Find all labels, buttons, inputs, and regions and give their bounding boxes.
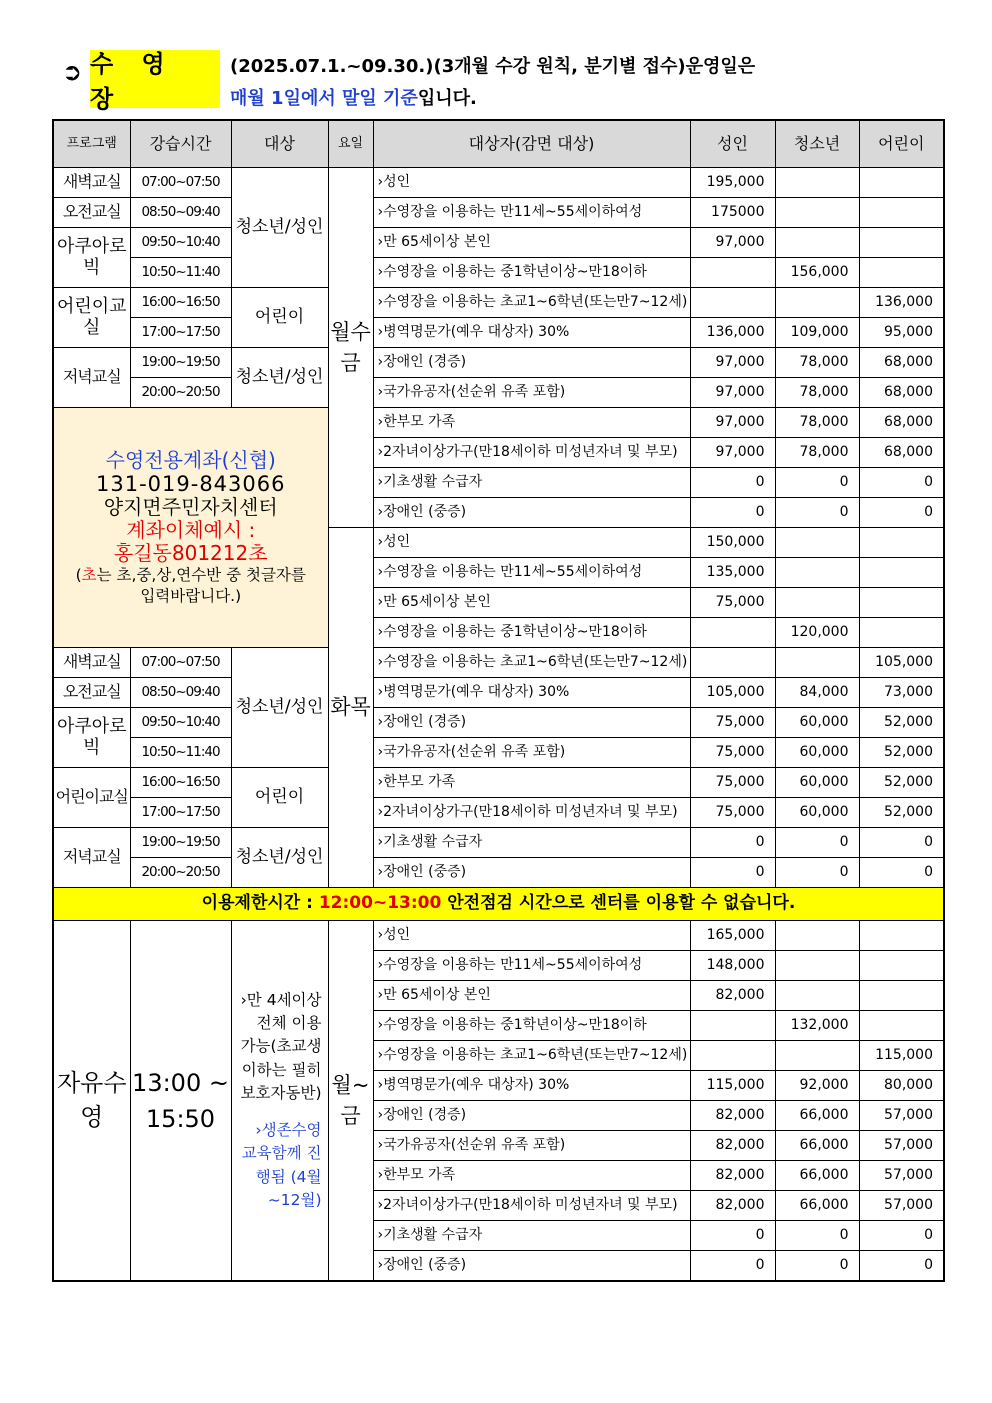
fee-youth: 109,000: [775, 318, 859, 348]
fee-label: ›만 65세이상 본인: [373, 981, 690, 1011]
fee-adult: 175000: [690, 198, 775, 228]
fee-child: 0: [859, 1251, 944, 1282]
fee-adult: 148,000: [690, 951, 775, 981]
account-bank: 수영전용계좌(신협): [105, 447, 276, 472]
class-days: 월수금: [328, 168, 373, 528]
header-eligibility: 대상자(감면 대상): [373, 120, 690, 168]
fee-label: ›2자녀이상가구(만18세이하 미성년자녀 및 부모): [373, 438, 690, 468]
fee-child: 57,000: [859, 1161, 944, 1191]
fee-child: 115,000: [859, 1041, 944, 1071]
transfer-guide-2: 입력바랍니다.): [140, 586, 242, 605]
fee-label: ›장애인 (중증): [373, 1251, 690, 1282]
fee-label: ›기초생활 수급자: [373, 468, 690, 498]
fee-label: ›수영장을 이용하는 초교1~6학년(또는만7~12세): [373, 648, 690, 678]
fee-adult: 75,000: [690, 738, 775, 768]
fee-child: 0: [859, 828, 944, 858]
fee-label: ›만 65세이상 본인: [373, 228, 690, 258]
class-time: 09:50~10:40: [130, 228, 231, 258]
fee-youth: 0: [775, 1251, 859, 1282]
fee-adult: 75,000: [690, 768, 775, 798]
fee-youth: 60,000: [775, 798, 859, 828]
fee-label: ›국가유공자(선순위 유족 포함): [373, 1131, 690, 1161]
table-row: [53, 168, 944, 198]
fee-adult: 97,000: [690, 408, 775, 438]
fee-child: [859, 168, 944, 198]
period-suffix: 입니다.: [417, 88, 477, 109]
class-time: 07:00~07:50: [130, 168, 231, 198]
fee-label: ›수영장을 이용하는 초교1~6학년(또는만7~12세): [373, 288, 690, 318]
program-name: 새벽교실: [53, 648, 130, 678]
fee-label: ›한부모 가족: [373, 1161, 690, 1191]
class-target: 청소년/성인: [231, 828, 328, 888]
fee-adult: 82,000: [690, 1161, 775, 1191]
fee-label: ›장애인 (중증): [373, 858, 690, 888]
program-name: 아쿠아로빅: [53, 228, 130, 288]
fee-youth: [775, 588, 859, 618]
free-swim-program: 자유수영: [53, 921, 130, 1282]
free-swim-target: [231, 921, 328, 1282]
free-swim-days: 월~금: [328, 921, 373, 1282]
fee-child: 95,000: [859, 318, 944, 348]
fee-label: ›국가유공자(선순위 유족 포함): [373, 738, 690, 768]
account-number: 131-019-843066: [96, 471, 286, 496]
fee-adult: [690, 648, 775, 678]
table-row: [53, 708, 944, 738]
table-row: [53, 738, 944, 768]
class-time: 16:00~16:50: [130, 288, 231, 318]
survival-swim-note: ›생존수영 교육함께 진행됨 (4월~12월): [241, 1121, 322, 1209]
table-header-row: [53, 120, 944, 168]
class-target: 어린이: [231, 768, 328, 828]
fee-label: ›2자녀이상가구(만18세이하 미성년자녀 및 부모): [373, 1191, 690, 1221]
fee-youth: [775, 198, 859, 228]
fee-child: 136,000: [859, 288, 944, 318]
fee-adult: 115,000: [690, 1071, 775, 1101]
header-program: 프로그램: [53, 120, 130, 168]
fee-adult: 0: [690, 1251, 775, 1282]
fee-adult: 75,000: [690, 798, 775, 828]
fee-child: [859, 1011, 944, 1041]
fee-adult: 150,000: [690, 528, 775, 558]
table-row: [53, 318, 944, 348]
class-time: 19:00~19:50: [130, 348, 231, 378]
class-time: 17:00~17:50: [130, 318, 231, 348]
fee-label: ›수영장을 이용하는 만11세~55세이하여성: [373, 951, 690, 981]
fee-youth: [775, 921, 859, 951]
fee-child: 0: [859, 498, 944, 528]
program-name: 새벽교실: [53, 168, 130, 198]
restriction-row: [53, 888, 944, 921]
fee-adult: 135,000: [690, 558, 775, 588]
restriction-time: 12:00~13:00: [318, 893, 442, 914]
fee-youth: [775, 648, 859, 678]
fee-child: 0: [859, 468, 944, 498]
fee-youth: 0: [775, 828, 859, 858]
fee-youth: 78,000: [775, 438, 859, 468]
table-row: [53, 648, 944, 678]
fee-label: ›장애인 (중증): [373, 498, 690, 528]
class-target: 청소년/성인: [231, 168, 328, 288]
table-row: [53, 921, 944, 951]
fee-youth: [775, 981, 859, 1011]
fee-child: 57,000: [859, 1191, 944, 1221]
program-name: 저녁교실: [53, 348, 130, 408]
table-row: [53, 828, 944, 858]
fee-youth: 60,000: [775, 738, 859, 768]
fee-label: ›기초생활 수급자: [373, 828, 690, 858]
fee-adult: 165,000: [690, 921, 775, 951]
fee-child: 68,000: [859, 438, 944, 468]
table-row: [53, 408, 944, 438]
program-name: 오전교실: [53, 678, 130, 708]
fee-child: 57,000: [859, 1101, 944, 1131]
fee-youth: [775, 228, 859, 258]
header-child: 어린이: [859, 120, 944, 168]
fee-youth: 84,000: [775, 678, 859, 708]
table-row: [53, 258, 944, 288]
table-row: [53, 288, 944, 318]
fee-adult: [690, 1011, 775, 1041]
fee-child: 0: [859, 858, 944, 888]
table-row: [53, 228, 944, 258]
fee-child: 68,000: [859, 408, 944, 438]
period-notice: (2025.07.1.~09.30.)(3개월 수강 원칙, 분기별 접수)운영일은: [230, 56, 756, 77]
period-basis: 매월 1일에서 말일 기준: [230, 88, 418, 109]
fee-adult: 0: [690, 1221, 775, 1251]
fee-label: ›성인: [373, 168, 690, 198]
fee-child: 57,000: [859, 1131, 944, 1161]
fee-child: 52,000: [859, 708, 944, 738]
class-time: 09:50~10:40: [130, 708, 231, 738]
fee-adult: 105,000: [690, 678, 775, 708]
fee-child: [859, 981, 944, 1011]
transfer-guide: (초는 초,중,상,연수반 중 첫글자를: [75, 565, 306, 584]
class-time: 10:50~11:40: [130, 258, 231, 288]
fee-child: [859, 528, 944, 558]
class-time: 19:00~19:50: [130, 828, 231, 858]
fee-label: ›수영장을 이용하는 만11세~55세이하여성: [373, 558, 690, 588]
fee-youth: 66,000: [775, 1101, 859, 1131]
fee-adult: [690, 1041, 775, 1071]
fee-child: [859, 588, 944, 618]
class-time: 08:50~09:40: [130, 198, 231, 228]
fee-adult: 75,000: [690, 708, 775, 738]
fee-child: 68,000: [859, 378, 944, 408]
fee-label: ›수영장을 이용하는 초교1~6학년(또는만7~12세): [373, 1041, 690, 1071]
program-name: 어린이교실: [53, 288, 130, 348]
header-time: 강습시간: [130, 120, 231, 168]
fee-adult: 136,000: [690, 318, 775, 348]
table-row: [53, 678, 944, 708]
fee-label: ›장애인 (경증): [373, 348, 690, 378]
fee-adult: 0: [690, 468, 775, 498]
bank-account-notice: [53, 408, 328, 648]
program-name: 오전교실: [53, 198, 130, 228]
fee-child: [859, 558, 944, 588]
fee-label: ›장애인 (경증): [373, 1101, 690, 1131]
fee-adult: [690, 618, 775, 648]
fee-child: 80,000: [859, 1071, 944, 1101]
header-youth: 청소년: [775, 120, 859, 168]
fee-adult: 82,000: [690, 1101, 775, 1131]
fee-adult: 75,000: [690, 588, 775, 618]
fee-label: ›수영장을 이용하는 중1학년이상~만18이하: [373, 618, 690, 648]
fee-youth: [775, 558, 859, 588]
fee-label: ›병역명문가(예우 대상자) 30%: [373, 1071, 690, 1101]
fee-child: 52,000: [859, 738, 944, 768]
fee-adult: 97,000: [690, 228, 775, 258]
fee-youth: [775, 288, 859, 318]
class-target: 어린이: [231, 288, 328, 348]
table-row: [53, 348, 944, 378]
class-time: 20:00~20:50: [130, 858, 231, 888]
class-time: 08:50~09:40: [130, 678, 231, 708]
table-row: [53, 768, 944, 798]
fee-adult: [690, 258, 775, 288]
fee-youth: 156,000: [775, 258, 859, 288]
free-swim-eligibility: ›만 4세이상 전체 이용 가능(초교생 이하는 필히 보호자동반): [240, 990, 322, 1102]
fee-child: 0: [859, 1221, 944, 1251]
fee-label: ›한부모 가족: [373, 768, 690, 798]
fee-youth: 78,000: [775, 348, 859, 378]
restriction-notice: 이용제한시간 : 12:00~13:00 안전점검 시간으로 센터를 이용할 수 없습니다.: [53, 888, 944, 921]
program-name: 저녁교실: [53, 828, 130, 888]
program-name: 아쿠아로빅: [53, 708, 130, 768]
fee-adult: 82,000: [690, 1191, 775, 1221]
fee-child: [859, 921, 944, 951]
fee-label: ›수영장을 이용하는 중1학년이상~만18이하: [373, 258, 690, 288]
fee-youth: 132,000: [775, 1011, 859, 1041]
fee-adult: 0: [690, 498, 775, 528]
table-row: [53, 798, 944, 828]
fee-youth: 120,000: [775, 618, 859, 648]
fee-youth: [775, 951, 859, 981]
fee-youth: 66,000: [775, 1131, 859, 1161]
fee-adult: 82,000: [690, 1131, 775, 1161]
fee-adult: 97,000: [690, 348, 775, 378]
class-target: 청소년/성인: [231, 348, 328, 408]
fee-label: ›수영장을 이용하는 중1학년이상~만18이하: [373, 1011, 690, 1041]
class-days: 화목: [328, 528, 373, 888]
fee-adult: 0: [690, 858, 775, 888]
fee-youth: 78,000: [775, 408, 859, 438]
header-adult: 성인: [690, 120, 775, 168]
fee-youth: [775, 1041, 859, 1071]
fee-label: ›성인: [373, 921, 690, 951]
fee-youth: 78,000: [775, 378, 859, 408]
fee-child: [859, 618, 944, 648]
table-row: [53, 378, 944, 408]
class-target: 청소년/성인: [231, 648, 328, 768]
table-row: [53, 858, 944, 888]
fee-youth: 0: [775, 858, 859, 888]
header-target: 대상: [231, 120, 328, 168]
fee-child: [859, 198, 944, 228]
class-time: 07:00~07:50: [130, 648, 231, 678]
arrow-icon: ➲: [62, 58, 83, 86]
fee-youth: 0: [775, 498, 859, 528]
header-day: 요일: [328, 120, 373, 168]
fee-adult: 0: [690, 828, 775, 858]
fee-youth: [775, 168, 859, 198]
fee-child: [859, 228, 944, 258]
fee-child: 52,000: [859, 768, 944, 798]
fee-child: 105,000: [859, 648, 944, 678]
fee-label: ›수영장을 이용하는 만11세~55세이하여성: [373, 198, 690, 228]
fee-label: ›만 65세이상 본인: [373, 588, 690, 618]
fee-adult: 97,000: [690, 438, 775, 468]
fee-label: ›한부모 가족: [373, 408, 690, 438]
fee-label: ›장애인 (경증): [373, 708, 690, 738]
fee-youth: 60,000: [775, 708, 859, 738]
fee-child: 52,000: [859, 798, 944, 828]
fee-adult: 195,000: [690, 168, 775, 198]
fee-child: [859, 258, 944, 288]
fee-youth: 92,000: [775, 1071, 859, 1101]
table-row: [53, 198, 944, 228]
fee-label: ›국가유공자(선순위 유족 포함): [373, 378, 690, 408]
fee-adult: 97,000: [690, 378, 775, 408]
page-header: [62, 50, 942, 113]
fee-label: ›성인: [373, 528, 690, 558]
pool-schedule-table: [52, 119, 945, 1282]
fee-adult: 82,000: [690, 981, 775, 1011]
transfer-example-label: 계좌이체예시 :: [126, 517, 256, 542]
program-name: 어린이교실: [53, 768, 130, 828]
fee-youth: 60,000: [775, 768, 859, 798]
class-time: 20:00~20:50: [130, 378, 231, 408]
fee-label: ›병역명문가(예우 대상자) 30%: [373, 318, 690, 348]
fee-child: 73,000: [859, 678, 944, 708]
fee-youth: 0: [775, 1221, 859, 1251]
class-time: 16:00~16:50: [130, 768, 231, 798]
pool-title: 수 영 장: [90, 50, 220, 108]
fee-youth: [775, 528, 859, 558]
class-time: 10:50~11:40: [130, 738, 231, 768]
fee-adult: [690, 288, 775, 318]
fee-label: ›기초생활 수급자: [373, 1221, 690, 1251]
account-holder: 양지면주민자치센터: [103, 494, 278, 519]
fee-label: ›2자녀이상가구(만18세이하 미성년자녀 및 부모): [373, 798, 690, 828]
fee-youth: 66,000: [775, 1161, 859, 1191]
fee-youth: 0: [775, 468, 859, 498]
period-notice-2: [230, 84, 477, 110]
free-swim-time: 13:00 ~ 15:50: [130, 921, 231, 1282]
fee-youth: 66,000: [775, 1191, 859, 1221]
transfer-example: 홍길동801212초: [113, 540, 268, 565]
fee-child: [859, 951, 944, 981]
class-time: 17:00~17:50: [130, 798, 231, 828]
fee-label: ›병역명문가(예우 대상자) 30%: [373, 678, 690, 708]
fee-child: 68,000: [859, 348, 944, 378]
